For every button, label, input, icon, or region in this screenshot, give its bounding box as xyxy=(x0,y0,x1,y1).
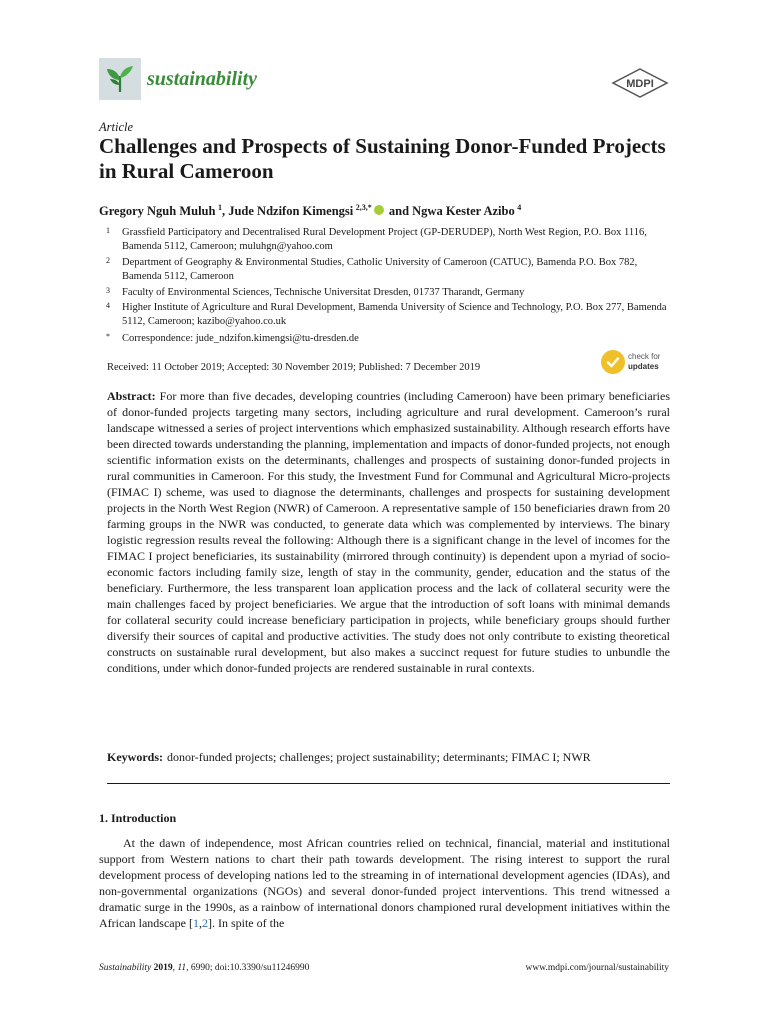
correspondence: * Correspondence: jude_ndzifon.kimengsi@tu-dresden.de xyxy=(106,332,359,344)
abstract-label: Abstract: xyxy=(107,389,156,403)
author-name[interactable]: Jude Ndzifon Kimengsi xyxy=(228,204,354,219)
article-title: Challenges and Prospects of Sustaining Donor-Funded Projects in Rural Cameroon xyxy=(99,134,666,183)
check-updates-icon xyxy=(601,350,625,374)
citation-link[interactable]: 1 xyxy=(192,916,199,930)
mdpi-logo xyxy=(611,68,669,98)
author-name[interactable]: Gregory Nguh Muluh xyxy=(99,204,216,219)
introduction-paragraph: At the dawn of independence, most African countries relied on technical, financial, material and institutional support from Western nations to chart their path towards development. The rising interest to support the rural development process of developing nations led to the streaming in of international development agencies (IDAs), and non-governmental organizations (NGOs) and several donor-funded project interventions. This trend witnessed a dramatic surge in the 1990s, as a rainbow of international donors championed rural development initiatives within the African landscape [1,2]. In spite of the xyxy=(99,836,670,930)
abstract-text: For more than five decades, developing countries (including Cameroon) have been primary beneficiaries of donor-funded projects targeting many sectors, including agriculture and rural development. Cameroon’s rural landscape witnessed a series of project interventions which emphasized sustainability. Although research efforts have been directed towards understanding the planning, implementation and impacts of donor-funded projects, not enough scientific information exists on the determinants, challenges and prospects of sustaining donor-funded projects in rural communities in Cameroon. For this study, the Investment Fund for Communal and Agricultural Micro-projects (FIMAC I) scheme, was used to diagnose the determinants, challenges and prospects for sustaining development projects in the North West Region (NWR) of Cameroon. A representative sample of 150 beneficiaries drawn from 20 farming groups in the NWR was conducted, to generate data which was complemented by interviews. The binary logistic regression results reveal the following: Although there is a significant change in the level of incomes for the FIMAC I project beneficiaries, its sustainability (mirrored through continuity) is dependent upon a myriad of socio-economic factors including family size, length of stay in the community, gender, education and the status of the beneficiary. Furthermore, the less transparent loan application process and the lack of collateral security were the main challenges faced by project beneficiaries. We argue that the introduction of soft loans with minimal demands for collateral security could increase beneficiary participation in projects, while beneficiary groups should further diversify their sources of capital and productive activities. The study does not only contribute to existing theoretical constructs on sustainable rural development, but also makes a succinct request for future studies to unbundle the conditions, under which donor-funded projects are rendered sustainable in rural contexts. xyxy=(107,389,670,675)
author-affil-sup: 4 xyxy=(517,203,522,212)
author-affil-sup: 1 xyxy=(217,203,222,212)
section-divider xyxy=(107,783,670,784)
author-affil-sup: 2,3,* xyxy=(355,203,372,212)
article-type-label: Article xyxy=(99,120,134,134)
citation-link[interactable]: 2 xyxy=(201,916,208,930)
check-for-updates-button[interactable]: check for updates xyxy=(601,350,671,376)
orcid-icon[interactable] xyxy=(374,205,384,215)
footer-url[interactable]: www.mdpi.com/journal/sustainability xyxy=(525,963,669,973)
keywords-text: donor-funded projects; challenges; project sustainability; determinants; FIMAC I; NWR xyxy=(167,750,591,764)
affiliation: 3 Faculty of Environmental Sciences, Technische Universitat Dresden, 01737 Tharandt, Germany xyxy=(106,286,525,298)
affiliation: 1 Grassfield Participatory and Decentralised Rural Development Project (GP-DERUDEP), North West Region, P.O. Box 1116, Bamenda 5112, Cameroon; muluhgn@yahoo.com xyxy=(106,226,647,252)
affiliation: 4 Higher Institute of Agriculture and Rural Development, Bamenda University of Science and Technology, P.O. Box 277, Bamenda 5112, Cameroon; kazibo@yahoo.co.uk xyxy=(106,301,667,327)
author-list: Gregory Nguh Muluh $^1$, Jude Ndzifon Kimengsi $^{2,3,*}$ and Ngwa Kester Azibo $^4$ xyxy=(99,203,522,219)
author-name[interactable]: Ngwa Kester Azibo xyxy=(412,204,515,219)
svg-text:MDPI: MDPI xyxy=(626,78,654,90)
journal-logo xyxy=(99,58,141,100)
affiliation: 2 Department of Geography & Environmental Studies, Catholic University of Cameroon (CATUC), Bamenda P.O. Box 782, Bamenda 5112, Cameroon xyxy=(106,256,638,282)
keywords xyxy=(107,749,670,765)
section-heading: 1. Introduction xyxy=(99,811,177,825)
keywords-label: Keywords: xyxy=(107,750,163,764)
abstract xyxy=(107,388,670,676)
publication-dates: Received: 11 October 2019; Accepted: 30 November 2019; Published: 7 December 2019 xyxy=(107,362,481,373)
footer-citation: Sustainability 2019, 11, 6990; doi:10.3390/su11246990 xyxy=(99,963,310,973)
journal-name: sustainability xyxy=(147,68,258,90)
leaf-icon xyxy=(99,58,141,100)
